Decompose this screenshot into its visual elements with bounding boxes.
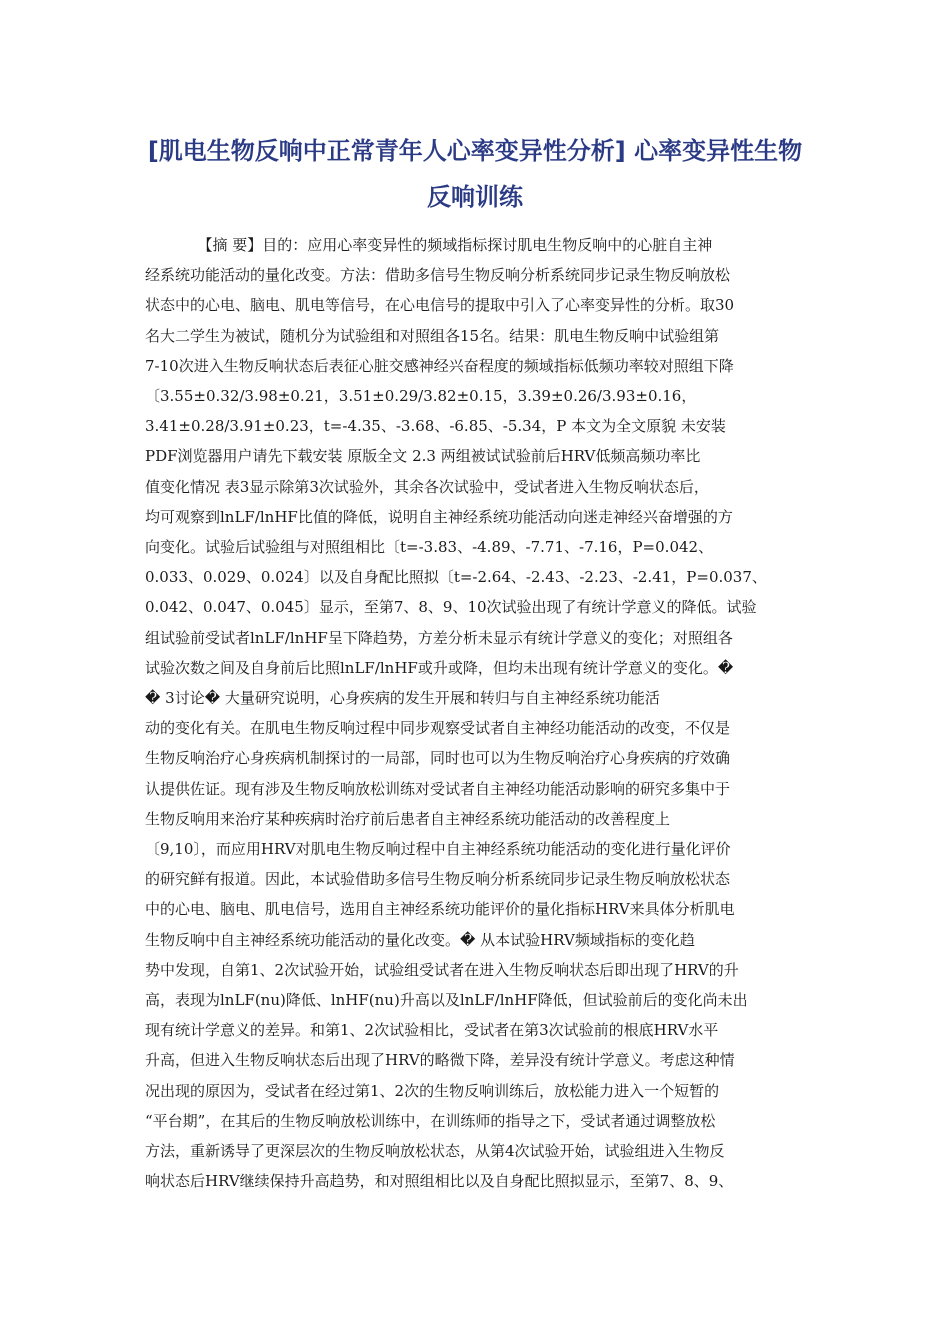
body-text-line: 向变化。试验后试验组与对照组相比〔t=-3.83、-4.89、-7.71、-7.16，P=0.042、: [145, 538, 714, 556]
body-text-line: 3.41±0.28/3.91±0.23，t=-4.35、-3.68、-6.85、-5.34，P 本文为全文原貌 未安装: [145, 417, 726, 436]
body-text-line: 状态中的心电、脑电、肌电等信号，在心电信号的提取中引入了心率变异性的分析。取30: [145, 296, 735, 315]
body-text-line: 均可观察到lnLF/lnHF比值的降低，说明自主神经系统功能活动向迷走神经兴奋增强的方: [145, 507, 733, 526]
body-text-line: “平台期”，在其后的生物反响放松训练中，在训练师的指导之下，受试者通过调整放松: [145, 1111, 716, 1130]
body-text-line: 名大二学生为被试，随机分为试验组和对照组各15名。结果：肌电生物反响中试验组第: [145, 326, 720, 345]
body-text-line: 值变化情况 表3显示除第3次试验外，其余各次试验中，受试者进入生物反响状态后，: [145, 477, 709, 496]
body-text-line: 〔3.55±0.32/3.98±0.21，3.51±0.29/3.82±0.15，3.39±0.26/3.93±0.16，: [145, 387, 697, 405]
body-text-line: 生物反响中自主神经系统功能活动的量化改变。� 从本试验HRV频域指标的变化趋: [145, 930, 695, 949]
document-title-line-1: [肌电生物反响中正常青年人心率变异性分析] 心率变异性生物: [147, 137, 803, 165]
body-text-line: 〔9,10〕，而应用HRV对肌电生物反响过程中自主神经系统功能活动的变化进行量化评价: [145, 840, 731, 858]
body-text-line: 试验次数之间及自身前后比照lnLF/lnHF或升或降，但均未出现有统计学意义的变化。�: [145, 658, 734, 677]
body-text-line: PDF浏览器用户请先下载安装 原版全文 2.3 两组被试试验前后HRV低频高频功率比: [145, 447, 701, 466]
body-text-line: 高，表现为lnLF(nu)降低、lnHF(nu)升高以及lnLF/lnHF降低，但试验前后的变化尚未出: [145, 991, 748, 1009]
body-text-line: 现有统计学意义的差异。和第1、2次试验相比，受试者在第3次试验前的根底HRV水平: [145, 1021, 719, 1040]
body-text-line: 生物反响治疗心身疾病机制探讨的一局部，同时也可以为生物反响治疗心身疾病的疗效确: [145, 749, 731, 768]
body-text-line: � 3讨论� 大量研究说明，心身疾病的发生开展和转归与自主神经系统功能活: [145, 689, 660, 707]
body-text-line: 升高，但进入生物反响状态后出现了HRV的略微下降，差异没有统计学意义。考虑这种情: [145, 1051, 735, 1070]
body-text-line: 组试验前受试者lnLF/lnHF呈下降趋势，方差分析未显示有统计学意义的变化；对照组各: [145, 628, 733, 647]
body-text-line: 【摘 要】目的：应用心率变异性的频域指标探讨肌电生物反响中的心脏自主神: [145, 236, 713, 254]
body-text-line: 动的变化有关。在肌电生物反响过程中同步观察受试者自主神经功能活动的改变，不仅是: [145, 719, 731, 738]
body-text-line: 的研究鲜有报道。因此，本试验借助多信号生物反响分析系统同步记录生物反响放松状态: [145, 870, 731, 889]
body-text-line: 7-10次进入生物反响状态后表征心脏交感神经兴奋程度的频域指标低频功率较对照组下降: [145, 356, 734, 375]
body-text-line: 势中发现，自第1、2次试验开始，试验组受试者在进入生物反响状态后即出现了HRV的升: [145, 960, 739, 979]
body-text-line: 方法，重新诱导了更深层次的生物反响放松状态，从第4次试验开始，试验组进入生物反: [145, 1142, 725, 1160]
body-text-line: 生物反响用来治疗某种疾病时治疗前后患者自主神经系统功能活动的改善程度上: [145, 809, 671, 828]
body-text-line: 0.033、0.029、0.024〕以及自身配比照拟〔t=-2.64、-2.43、-2.23、-2.41，P=0.037、: [145, 568, 767, 587]
body-text-line: 经系统功能活动的量化改变。方法：借助多信号生物反响分析系统同步记录生物反响放松: [145, 266, 731, 285]
body-text-line: 响状态后HRV继续保持升高趋势，和对照组相比以及自身配比照拟显示，至第7、8、9、: [145, 1172, 734, 1191]
body-text-line: 中的心电、脑电、肌电信号，选用自主神经系统功能评价的量化指标HRV来具体分析肌电: [145, 900, 735, 919]
body-text-line: 认提供佐证。现有涉及生物反响放松训练对受试者自主神经功能活动影响的研究多集中于: [145, 779, 731, 798]
body-text-line: 况出现的原因为，受试者在经过第1、2次的生物反响训练后，放松能力进入一个短暂的: [145, 1081, 720, 1100]
body-text-line: 0.042、0.047、0.045〕显示，至第7、8、9、10次试验出现了有统计学意义的降低。试验: [145, 598, 757, 617]
document-title-line-2: 反响训练: [427, 183, 523, 211]
